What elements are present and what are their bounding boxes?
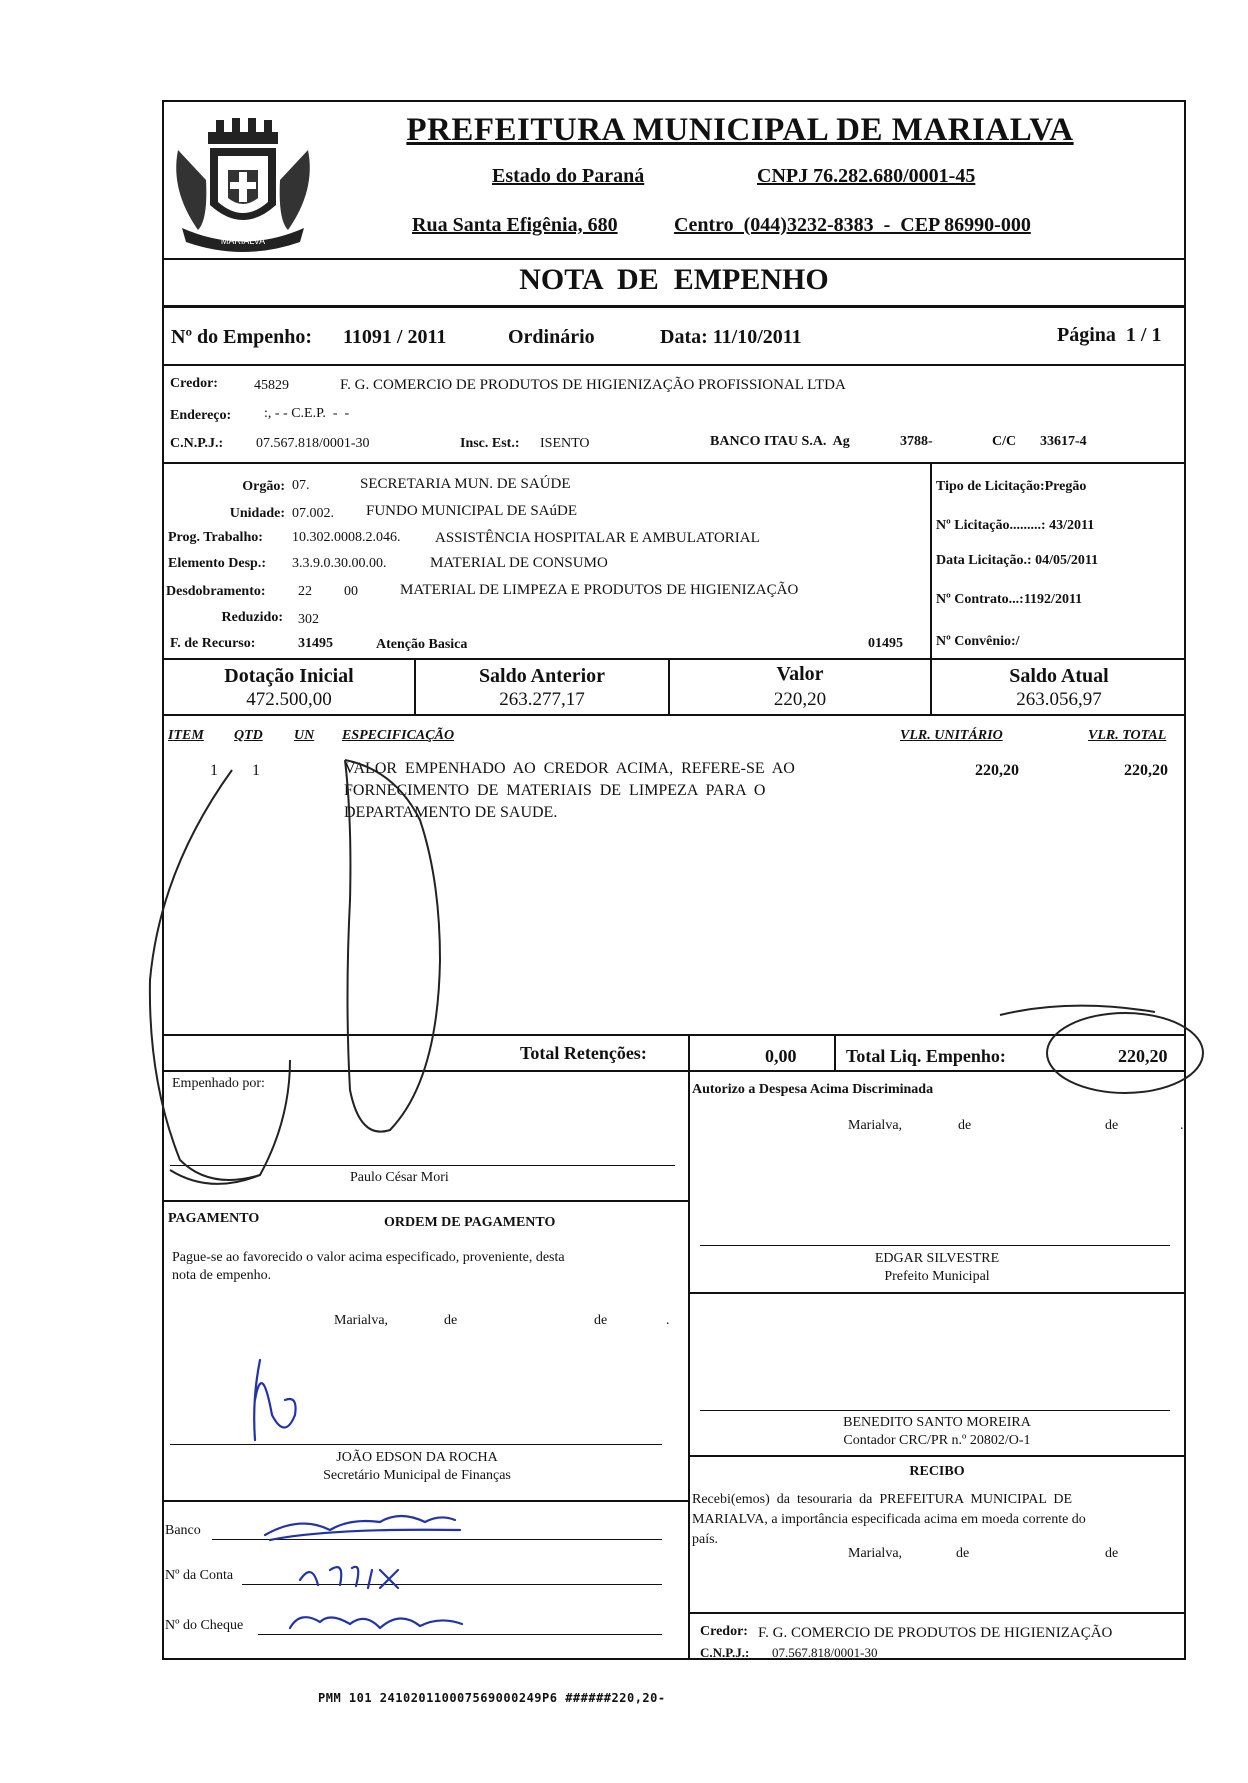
pagamento-place: Marialva, bbox=[334, 1313, 389, 1328]
valor-value: 220,20 bbox=[773, 689, 827, 710]
empenhado-por-signer: Paulo César Mori bbox=[350, 1170, 449, 1185]
endereco-value: :, - - C.E.P. - - bbox=[264, 406, 350, 421]
prog-value: ASSISTÊNCIA HOSPITALAR E AMBULATORIAL bbox=[435, 530, 760, 546]
state-label: Estado do Paraná bbox=[492, 165, 645, 187]
saldo-atual-label: Saldo Atual bbox=[1009, 665, 1109, 687]
footer-cnpj-label: C.N.P.J.: bbox=[700, 1645, 750, 1660]
prog-label: Prog. Trabalho: bbox=[168, 530, 263, 545]
recibo-de-1: de bbox=[956, 1546, 970, 1561]
total-liquido-label: Total Liq. Empenho: bbox=[846, 1046, 1006, 1066]
pagamento-de-1: de bbox=[444, 1313, 458, 1328]
insc-label: Insc. Est.: bbox=[460, 436, 520, 451]
recibo-title: RECIBO bbox=[909, 1464, 965, 1479]
col-qtd: QTD bbox=[234, 728, 263, 743]
page-title: PREFEITURA MUNICIPAL DE MARIALVA bbox=[406, 112, 1074, 148]
prefeito-name: EDGAR SILVESTRE bbox=[874, 1251, 1000, 1266]
saldo-anterior-label: Saldo Anterior bbox=[478, 665, 606, 687]
col-item: ITEM bbox=[168, 728, 204, 743]
reduzido-label: Reduzido: bbox=[221, 610, 283, 625]
credor-cnpj: 07.567.818/0001-30 bbox=[256, 436, 370, 451]
autorizo-de-2: de bbox=[1105, 1118, 1119, 1133]
footer-cnpj-value: 07.567.818/0001-30 bbox=[772, 1645, 878, 1660]
saldo-atual-value: 263.056,97 bbox=[1016, 689, 1102, 710]
ordem-pagamento-label: ORDEM DE PAGAMENTO bbox=[384, 1215, 556, 1230]
numero-convenio: Nº Convênio:/ bbox=[936, 634, 1020, 649]
autorizo-de-1: de bbox=[958, 1118, 972, 1133]
empenhado-por-label: Empenhado por: bbox=[172, 1076, 265, 1091]
cc-value: 33617-4 bbox=[1040, 434, 1087, 449]
elemento-value: MATERIAL DE CONSUMO bbox=[430, 555, 608, 571]
bank-agency: 3788- bbox=[900, 434, 933, 449]
total-retencoes-value: 0,00 bbox=[765, 1046, 797, 1066]
credor-cnpj-label: C.N.P.J.: bbox=[170, 436, 224, 451]
address-label: Rua Santa Efigênia, 680 bbox=[412, 214, 618, 236]
unidade-code: 07.002. bbox=[292, 506, 334, 521]
recurso-number: 01495 bbox=[868, 636, 903, 651]
col-spec: ESPECIFICAÇÃO bbox=[342, 728, 455, 743]
item-unit-value: 220,20 bbox=[975, 762, 1019, 779]
banco-label: Banco bbox=[165, 1523, 201, 1538]
contador-name: BENEDITO SANTO MOREIRA bbox=[843, 1415, 1031, 1430]
endereco-label: Endereço: bbox=[170, 408, 232, 423]
empenho-number: 11091 / 2011 bbox=[343, 326, 447, 348]
recibo-place: Marialva, bbox=[848, 1546, 903, 1561]
orgao-label: Orgão: bbox=[242, 479, 285, 494]
footer-credor-label: Credor: bbox=[700, 1624, 748, 1639]
recurso-code: 31495 bbox=[298, 636, 333, 651]
col-unit-value: VLR. UNITÁRIO bbox=[900, 728, 1003, 743]
item-description-line-3: DEPARTAMENTO DE SAUDE. bbox=[344, 804, 558, 821]
recurso-value: Atenção Basica bbox=[376, 637, 468, 652]
numero-licitacao: Nº Licitação.........: 43/2011 bbox=[936, 518, 1095, 533]
conta-label: Nº da Conta bbox=[165, 1568, 234, 1583]
desdobramento-label: Desdobramento: bbox=[166, 584, 266, 599]
pagamento-text-2: nota de empenho. bbox=[172, 1268, 272, 1283]
numero-contrato: Nº Contrato...:1192/2011 bbox=[936, 592, 1083, 607]
saldo-anterior-value: 263.277,17 bbox=[499, 689, 585, 710]
tipo-licitacao: Tipo de Licitação:Pregão bbox=[936, 479, 1087, 494]
recibo-text-2: MARIALVA, a importância especificada acima em moeda corrente do bbox=[692, 1512, 1086, 1527]
empenho-number-label: Nº do Empenho: bbox=[171, 326, 313, 348]
recibo-text-3: país. bbox=[692, 1532, 719, 1547]
recibo-de-2: de bbox=[1105, 1546, 1119, 1561]
svg-text:MARIALVA: MARIALVA bbox=[220, 236, 266, 246]
pagamento-label: PAGAMENTO bbox=[168, 1211, 260, 1226]
insc-value: ISENTO bbox=[540, 436, 590, 451]
dotacao-inicial-label: Dotação Inicial bbox=[224, 665, 354, 687]
page-indicator: Página 1 / 1 bbox=[1057, 324, 1162, 346]
contador-role: Contador CRC/PR n.º 20802/O-1 bbox=[843, 1433, 1031, 1448]
orgao-code: 07. bbox=[292, 478, 310, 493]
secretario-name: JOÃO EDSON DA ROCHA bbox=[336, 1450, 498, 1465]
district-phone-label: Centro (044)3232-8383 - CEP 86990-000 bbox=[674, 214, 1031, 236]
pagamento-text-1: Pague-se ao favorecido o valor acima especificado, proveniente, desta bbox=[172, 1250, 565, 1265]
prog-code: 10.302.0008.2.046. bbox=[292, 530, 401, 545]
credor-label: Credor: bbox=[170, 376, 218, 391]
recurso-label: F. de Recurso: bbox=[170, 636, 256, 651]
elemento-label: Elemento Desp.: bbox=[168, 556, 266, 571]
elemento-code: 3.3.9.0.30.00.00. bbox=[292, 556, 387, 571]
dotacao-inicial-value: 472.500,00 bbox=[246, 689, 332, 710]
bank-name: BANCO ITAU S.A. Ag bbox=[710, 434, 850, 449]
recibo-text-1: Recebi(emos) da tesouraria da PREFEITURA MUNICIPAL DE bbox=[692, 1492, 1073, 1507]
coat-of-arms-logo bbox=[168, 110, 318, 260]
item-number: 1 bbox=[210, 762, 218, 779]
item-description-line-1: VALOR EMPENHADO AO CREDOR ACIMA, REFERE-SE AO bbox=[344, 760, 795, 777]
autorizo-label: Autorizo a Despesa Acima Discriminada bbox=[692, 1082, 934, 1097]
total-liquido-value: 220,20 bbox=[1118, 1046, 1168, 1066]
desdobramento-b: 00 bbox=[344, 584, 358, 599]
secretario-role: Secretário Municipal de Finanças bbox=[323, 1468, 511, 1483]
footer-credor-name: F. G. COMERCIO DE PRODUTOS DE HIGIENIZAÇÃO bbox=[758, 1625, 1113, 1641]
total-retencoes-label: Total Retenções: bbox=[520, 1043, 647, 1063]
autorizo-place: Marialva, bbox=[848, 1118, 903, 1133]
col-un: UN bbox=[294, 728, 315, 743]
pagamento-de-2: de bbox=[594, 1313, 608, 1328]
valor-label: Valor bbox=[776, 663, 824, 685]
empenho-date: Data: 11/10/2011 bbox=[660, 326, 802, 348]
cnpj-label: CNPJ 76.282.680/0001-45 bbox=[757, 165, 976, 187]
document-title: NOTA DE EMPENHO bbox=[519, 263, 829, 296]
micr-code: PMM 101 241020110007569000249P6 ######220,20- bbox=[318, 1691, 666, 1705]
desdobramento-a: 22 bbox=[298, 584, 312, 599]
desdobramento-value: MATERIAL DE LIMPEZA E PRODUTOS DE HIGIENIZAÇÃO bbox=[400, 582, 799, 598]
prefeito-role: Prefeito Municipal bbox=[884, 1269, 990, 1284]
autorizo-dot: . bbox=[1180, 1118, 1184, 1133]
cheque-label: Nº do Cheque bbox=[165, 1618, 244, 1633]
reduzido-value: 302 bbox=[298, 612, 319, 627]
item-description-line-2: FORNECIMENTO DE MATERIAIS DE LIMPEZA PARA O bbox=[344, 782, 766, 799]
unidade-value: FUNDO MUNICIPAL DE SAúDE bbox=[366, 503, 577, 519]
empenho-type: Ordinário bbox=[508, 326, 595, 348]
item-qtd: 1 bbox=[252, 762, 260, 779]
credor-code: 45829 bbox=[254, 378, 289, 393]
credor-name: F. G. COMERCIO DE PRODUTOS DE HIGIENIZAÇÃO PROFISSIONAL LTDA bbox=[340, 377, 846, 393]
col-total-value: VLR. TOTAL bbox=[1088, 728, 1167, 743]
data-licitacao: Data Licitação.: 04/05/2011 bbox=[936, 553, 1099, 568]
pagamento-dot: . bbox=[666, 1313, 670, 1328]
orgao-value: SECRETARIA MUN. DE SAÚDE bbox=[360, 476, 571, 492]
unidade-label: Unidade: bbox=[229, 506, 285, 521]
cc-label: C/C bbox=[992, 434, 1017, 449]
item-total-value: 220,20 bbox=[1124, 762, 1168, 779]
